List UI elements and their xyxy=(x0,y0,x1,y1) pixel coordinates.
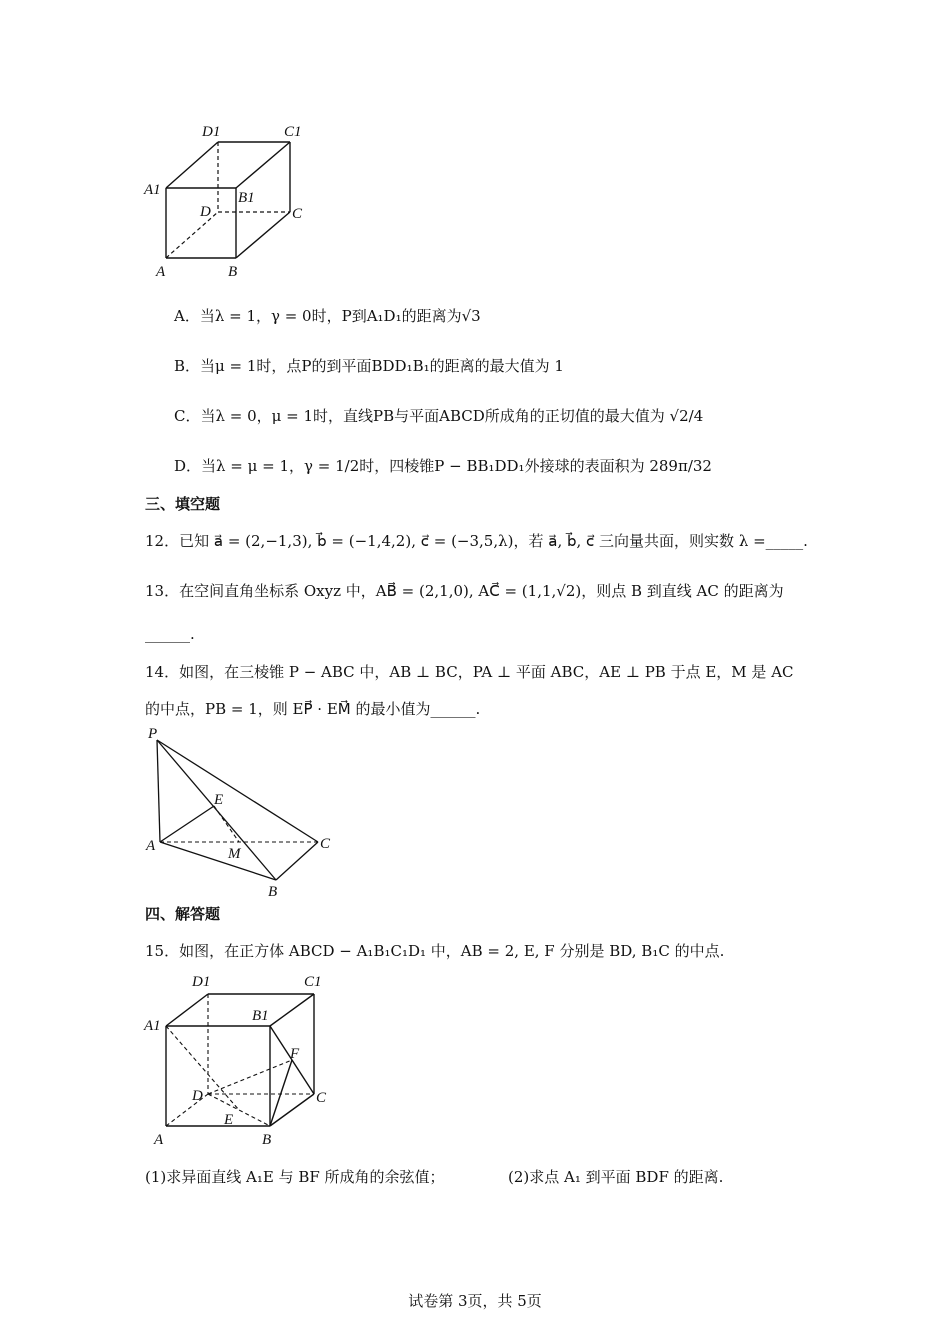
label-D: D xyxy=(192,1088,203,1104)
option-d: D．当λ = μ = 1，γ = 1/2时，四棱锥P − BB₁DD₁外接球的表面积为 289π/32 xyxy=(174,457,712,475)
label-A: A xyxy=(154,1132,164,1148)
label-C: C xyxy=(292,206,303,222)
label-A: A xyxy=(156,264,166,280)
label-B: B xyxy=(262,1132,272,1148)
label-E: E xyxy=(214,792,224,808)
label-C1: C1 xyxy=(304,974,322,990)
label-D1: D1 xyxy=(192,974,211,990)
label-D1: D1 xyxy=(202,124,221,140)
cube-figure-2 xyxy=(140,968,340,1152)
tetrahedron-figure xyxy=(140,726,340,898)
section-fill-in-title: 三、填空题 xyxy=(145,495,221,513)
label-P: P xyxy=(148,726,158,742)
label-E: E xyxy=(224,1112,234,1128)
option-a: A．当λ = 1，γ = 0时，P到A₁D₁的距离为√3 xyxy=(174,307,481,325)
label-B: B xyxy=(268,884,278,898)
label-F: F xyxy=(290,1046,300,1062)
question-15-part2: (2)求点 A₁ 到平面 BDF 的距离. xyxy=(508,1168,724,1186)
option-c: C．当λ = 0，μ = 1时，直线PB与平面ABCD所成角的正切值的最大值为 √2/4 xyxy=(174,407,704,425)
label-C: C xyxy=(320,836,331,852)
label-B1: B1 xyxy=(252,1008,269,1024)
page-footer: 试卷第 3页，共 5页 xyxy=(408,1292,542,1310)
label-D: D xyxy=(200,204,211,220)
question-15-part1: (1)求异面直线 A₁E 与 BF 所成角的余弦值； xyxy=(145,1168,445,1186)
label-A1: A1 xyxy=(144,1018,161,1034)
cube-figure-1 xyxy=(140,118,320,286)
question-14-line1: 14．如图，在三棱锥 P − ABC 中，AB ⊥ BC，PA ⊥ 平面 ABC，AE ⊥ PB 于点 E，M 是 AC xyxy=(145,663,794,681)
label-B1: B1 xyxy=(238,190,255,206)
question-14-line2: 的中点，PB = 1，则 EP⃗ · EM⃗ 的最小值为______. xyxy=(145,700,481,718)
section-solutions-title: 四、解答题 xyxy=(145,905,221,923)
question-13-line2: ______. xyxy=(145,625,195,643)
question-12: 12．已知 a⃗ = (2,−1,3), b⃗ = (−1,4,2), c⃗ = (−3,5,λ)，若 a⃗, b⃗, c⃗ 三向量共面，则实数 λ =_____. xyxy=(145,532,808,550)
label-C1: C1 xyxy=(284,124,302,140)
question-15: 15．如图，在正方体 ABCD − A₁B₁C₁D₁ 中，AB = 2, E, F 分别是 BD, B₁C 的中点. xyxy=(145,942,725,960)
label-A: A xyxy=(146,838,156,854)
label-B: B xyxy=(228,264,238,280)
label-A1: A1 xyxy=(144,182,161,198)
question-13-line1: 13．在空间直角坐标系 Oxyz 中，AB⃗ = (2,1,0), AC⃗ = (1,1,√2)，则点 B 到直线 AC 的距离为 xyxy=(145,582,784,600)
label-M: M xyxy=(228,846,241,862)
label-C: C xyxy=(316,1090,327,1106)
option-b: B．当μ = 1时，点P的到平面BDD₁B₁的距离的最大值为 1 xyxy=(174,357,564,375)
